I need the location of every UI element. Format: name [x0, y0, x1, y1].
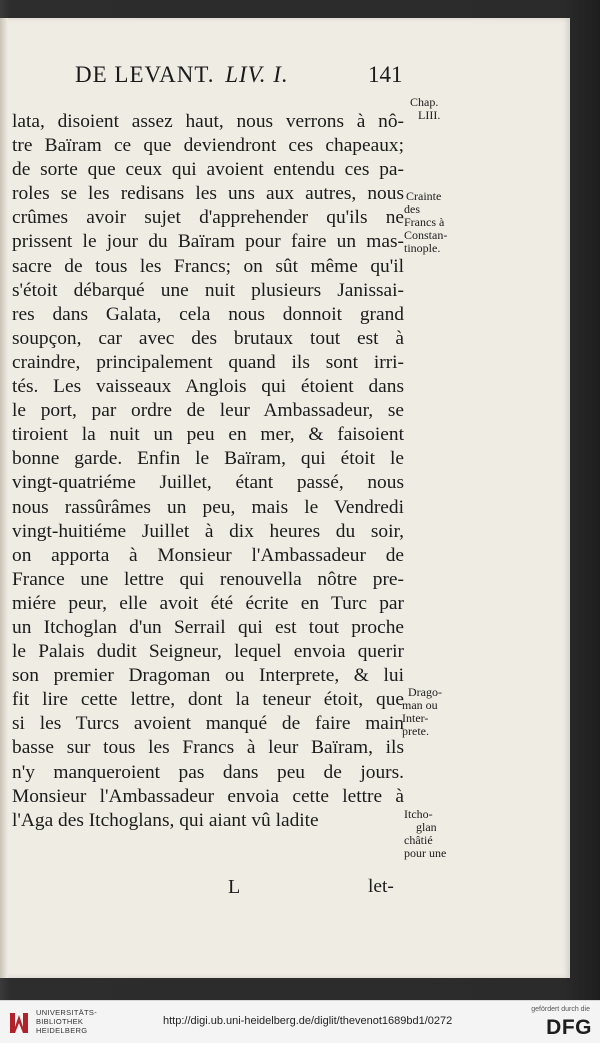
text-line: on apporta à Monsieur l'Ambassadeur de: [12, 544, 404, 566]
page-gutter: [0, 18, 8, 978]
viewer-footer: [0, 1000, 600, 1043]
dfg-logo: DFG: [546, 1016, 592, 1039]
text-line: n'y manqueroient pas dans peu de jours.: [12, 761, 404, 783]
sidenote-line: Constan-: [404, 228, 448, 242]
text-line: l'Aga des Itchoglans, qui aiant vû ladite: [12, 809, 319, 831]
sidenote-line: Itcho-: [404, 807, 433, 821]
text-line: le Palais dudit Seigneur, lequel envoia querir: [12, 641, 404, 663]
text-line: le port, par ordre de leur Ambassadeur, se: [12, 400, 404, 422]
library-name-line: BIBLIOTHEK: [36, 1017, 84, 1026]
sidenote-line: Inter-: [402, 711, 429, 725]
text-line: vingt-huitiéme Juillet à dix heures du soir,: [12, 520, 404, 542]
text-line: France une lettre qui renouvella nôtre pre-: [12, 568, 404, 590]
text-line: soupçon, car avec des brutaux tout est à: [12, 327, 404, 349]
sidenote-chapter: [410, 96, 440, 122]
text-line: lata, disoient assez haut, nous verrons à nô-: [12, 111, 404, 132]
library-name-line: UNIVERSITÄTS-: [36, 1008, 97, 1017]
text-line: un Itchoglan d'un Serrail qui est tout proche: [12, 616, 404, 638]
text-line: sacre de tous les Francs; on sût même qu'il: [12, 255, 404, 277]
sidenote-line: LIII.: [418, 108, 441, 122]
text-line: fit lire cette lettre, dont la teneur étoit, que: [12, 689, 404, 711]
university-library-logo-icon: [8, 1009, 30, 1035]
sidenote-line: Francs à: [404, 215, 445, 229]
running-head-book: LIV. I.: [225, 62, 289, 87]
book-page: [0, 18, 570, 978]
text-line: son premier Dragoman ou Interprete, & lui: [12, 665, 404, 687]
text-line: crûmes avoir sujet d'apprehender qu'ils ne: [12, 207, 404, 229]
sidenote-line: pour une: [404, 846, 447, 860]
text-line: s'étoit débarqué une nuit plusieurs Janissai-: [12, 279, 404, 301]
signature-mark: L: [228, 876, 241, 898]
running-head-title: DE LEVANT.: [75, 62, 215, 87]
text-line: craindre, principalement quand ils sont irri-: [12, 351, 404, 373]
sidenote-line: Crainte: [406, 189, 442, 203]
text-line: si les Turcs avoient manqué de faire main: [12, 713, 404, 735]
text-line: de sorte que ceux qui avoient entendu ces pa-: [12, 159, 404, 181]
sidenote-line: Drago-: [408, 685, 442, 699]
text-line: Monsieur l'Ambassadeur envoia cette lettre à: [12, 785, 404, 807]
sidenote-crainte: [404, 190, 447, 255]
sidenote-itchoglan: [404, 808, 446, 860]
text-line: tiroient la nuit un peu en mer, & faisoient: [12, 424, 404, 446]
text-line: vingt-quatriéme Juillet, étant passé, nous: [12, 472, 404, 494]
text-body: [12, 110, 404, 833]
sidenote-line: Chap.: [410, 95, 439, 109]
sidenote-line: prete.: [402, 724, 429, 738]
sidenote-line: tinople.: [404, 241, 441, 255]
page-number: 141: [368, 62, 403, 87]
text-line: tre Baïram ce que deviendront ces chapeaux;: [12, 135, 404, 157]
sidenote-dragoman: [402, 686, 442, 738]
sidenote-line: man ou: [402, 698, 438, 712]
sponsor-caption: gefördert durch die: [531, 1006, 590, 1013]
catchword: let-: [368, 876, 394, 897]
running-head: [75, 62, 289, 88]
sidenote-line: châtié: [404, 833, 433, 847]
text-line: roles se les redisans les uns aux autres, nous: [12, 183, 404, 205]
text-line: res dans Galata, cela nous donnoit grand: [12, 303, 404, 325]
library-name: [36, 1008, 97, 1035]
library-name-line: HEIDELBERG: [36, 1026, 88, 1035]
sidenote-line: des: [404, 202, 420, 216]
text-line: bonne garde. Enfin le Baïram, qui étoit le: [12, 448, 404, 470]
text-line: miére peur, elle avoit été écrite en Turc par: [12, 592, 404, 614]
sidenote-line: glan: [416, 820, 437, 834]
text-line: basse sur tous les Francs à leur Baïram, ils: [12, 737, 404, 759]
text-line: tés. Les vaisseaux Anglois qui étoient dans: [12, 376, 404, 398]
text-line: nous rassûrâmes un peu, mais le Vendredi: [12, 496, 404, 518]
text-line: prissent le jour du Baïram pour faire un mas-: [12, 231, 404, 253]
permalink[interactable]: http://digi.ub.uni-heidelberg.de/diglit/thevenot1689bd1/0272: [163, 1015, 453, 1027]
